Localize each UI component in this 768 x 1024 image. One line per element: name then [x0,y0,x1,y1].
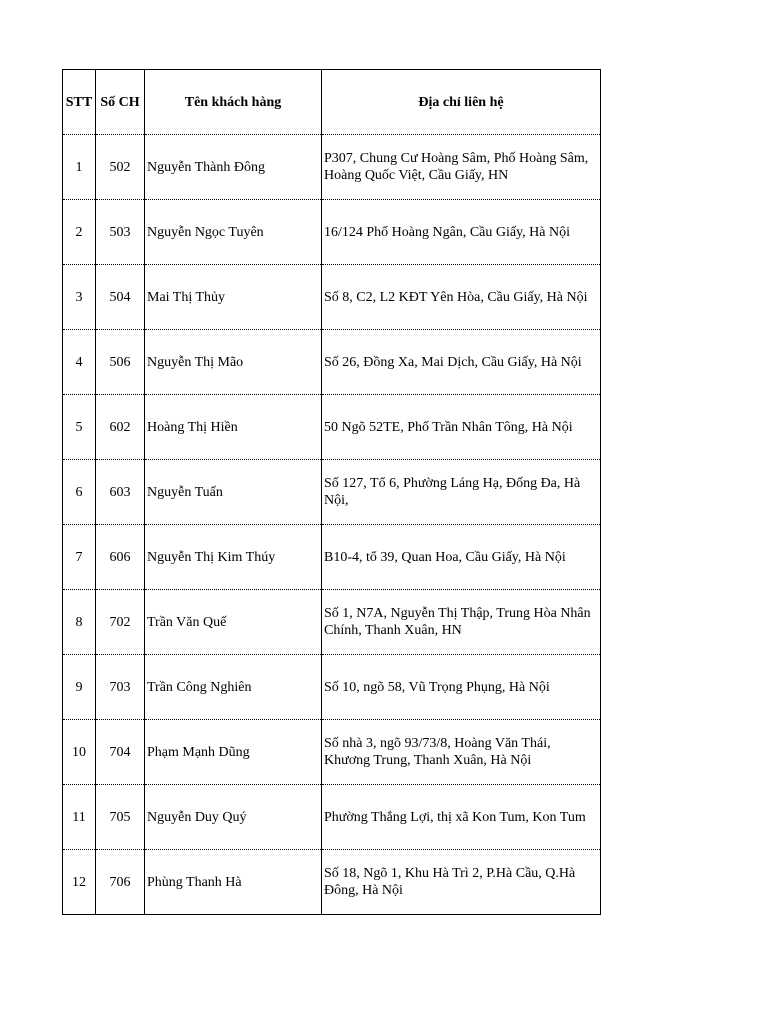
cell-stt: 8 [63,590,96,655]
cell-address: Số 127, Tổ 6, Phường Láng Hạ, Đống Đa, Hà Nội, [322,460,601,525]
cell-so-ch: 606 [96,525,145,590]
cell-stt: 7 [63,525,96,590]
cell-customer-name: Nguyễn Thành Đông [145,135,322,200]
cell-customer-name: Trần Công Nghiên [145,655,322,720]
cell-so-ch: 706 [96,850,145,915]
cell-address: B10-4, tổ 39, Quan Hoa, Cầu Giấy, Hà Nội [322,525,601,590]
cell-address: Số 1, N7A, Nguyễn Thị Thập, Trung Hòa Nhân Chính, Thanh Xuân, HN [322,590,601,655]
cell-address: 50 Ngõ 52TE, Phố Trần Nhân Tông, Hà Nội [322,395,601,460]
table-row [63,655,601,720]
cell-customer-name: Nguyễn Ngọc Tuyên [145,200,322,265]
table-row [63,460,601,525]
table-row [63,720,601,785]
table-header-row [63,70,601,135]
cell-stt: 9 [63,655,96,720]
table-row [63,525,601,590]
cell-address: Số nhà 3, ngõ 93/73/8, Hoàng Văn Thái, Khương Trung, Thanh Xuân, Hà Nội [322,720,601,785]
cell-so-ch: 504 [96,265,145,330]
cell-address: Số 26, Đồng Xa, Mai Dịch, Cầu Giấy, Hà Nội [322,330,601,395]
cell-address: Số 8, C2, L2 KĐT Yên Hòa, Cầu Giấy, Hà Nội [322,265,601,330]
cell-so-ch: 506 [96,330,145,395]
cell-customer-name: Phùng Thanh Hà [145,850,322,915]
cell-so-ch: 502 [96,135,145,200]
cell-stt: 2 [63,200,96,265]
cell-so-ch: 602 [96,395,145,460]
header-address: Địa chỉ liên hệ [322,70,601,135]
cell-so-ch: 705 [96,785,145,850]
cell-customer-name: Nguyễn Thị Mão [145,330,322,395]
cell-customer-name: Hoàng Thị Hiền [145,395,322,460]
cell-so-ch: 503 [96,200,145,265]
table-row [63,265,601,330]
cell-address: Phường Thắng Lợi, thị xã Kon Tum, Kon Tum [322,785,601,850]
cell-so-ch: 702 [96,590,145,655]
cell-so-ch: 703 [96,655,145,720]
cell-stt: 11 [63,785,96,850]
cell-address: P307, Chung Cư Hoàng Sâm, Phố Hoàng Sâm, Hoàng Quốc Việt, Cầu Giấy, HN [322,135,601,200]
cell-customer-name: Phạm Mạnh Dũng [145,720,322,785]
cell-address: Số 18, Ngõ 1, Khu Hà Trì 2, P.Hà Cầu, Q.Hà Đông, Hà Nội [322,850,601,915]
header-stt: STT [63,70,96,135]
customer-table-sheet [62,69,600,915]
cell-customer-name: Nguyễn Tuấn [145,460,322,525]
table-row [63,850,601,915]
cell-stt: 10 [63,720,96,785]
table-row [63,135,601,200]
cell-so-ch: 704 [96,720,145,785]
cell-customer-name: Nguyễn Duy Quý [145,785,322,850]
table-row [63,395,601,460]
cell-stt: 12 [63,850,96,915]
table-row [63,590,601,655]
cell-stt: 3 [63,265,96,330]
table-row [63,200,601,265]
cell-so-ch: 603 [96,460,145,525]
table-row [63,330,601,395]
header-so-ch: Số CH [96,70,145,135]
cell-stt: 5 [63,395,96,460]
cell-address: 16/124 Phố Hoàng Ngân, Cầu Giấy, Hà Nội [322,200,601,265]
table-row [63,785,601,850]
header-customer-name: Tên khách hàng [145,70,322,135]
cell-address: Số 10, ngõ 58, Vũ Trọng Phụng, Hà Nội [322,655,601,720]
cell-stt: 6 [63,460,96,525]
cell-customer-name: Nguyễn Thị Kim Thúy [145,525,322,590]
cell-customer-name: Mai Thị Thủy [145,265,322,330]
cell-customer-name: Trần Văn Quế [145,590,322,655]
customer-table [62,69,601,915]
cell-stt: 1 [63,135,96,200]
cell-stt: 4 [63,330,96,395]
